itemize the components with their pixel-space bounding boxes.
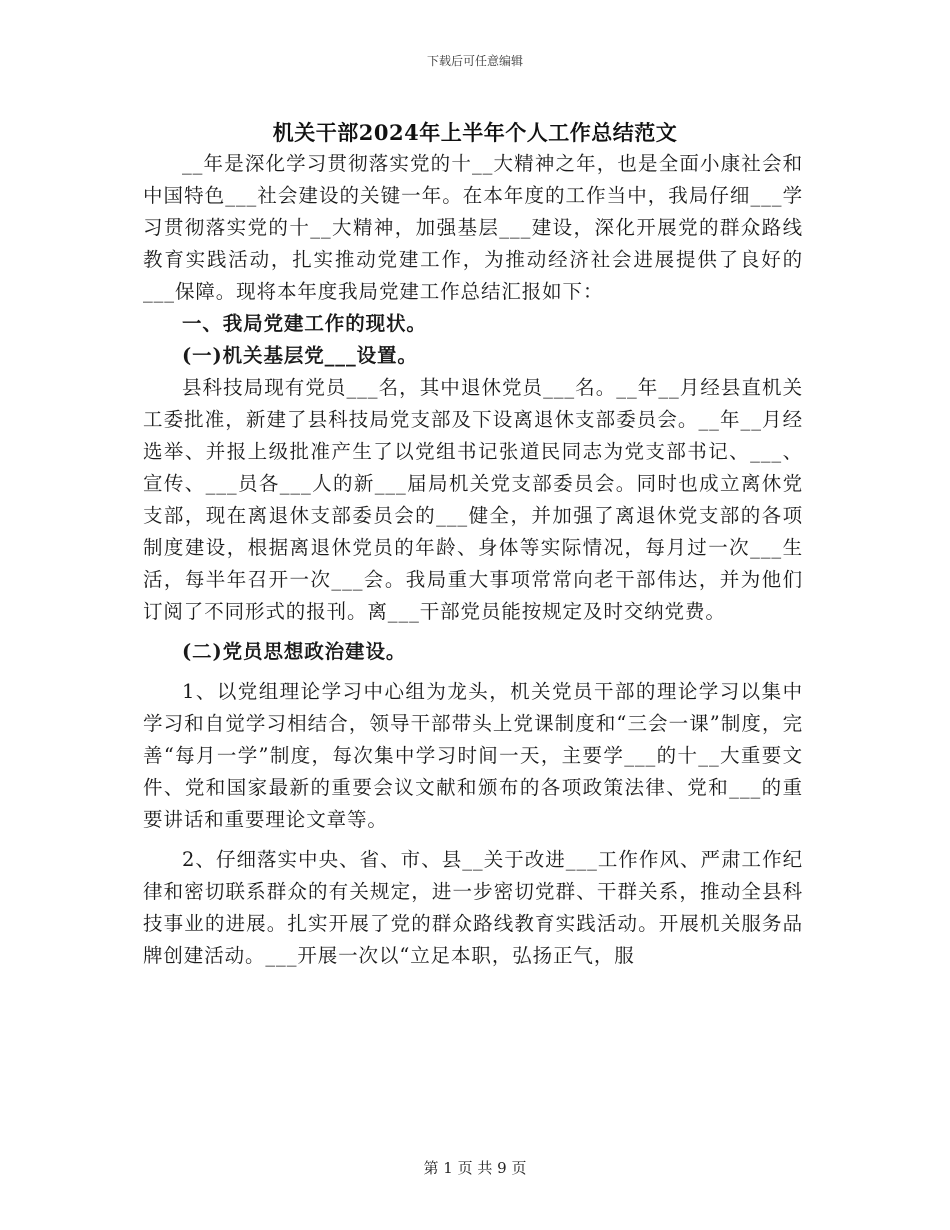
intro-paragraph: __年是深化学习贯彻落实党的十__大精神之年，也是全面小康社会和中国特色___社会建设的关键一年。在本年度的工作当中，我局仔细___学习贯彻落实党的十__大精神，加强基层___建设，深化开展党的群众路线教育实践活动，扎实推动党建工作，为推动经济社会进展提供了良好的___保障。现将本年度我局党建工作总结汇报如下： bbox=[143, 152, 803, 303]
section-heading-1: 一、我局党建工作的现状。 bbox=[182, 312, 427, 335]
subsection-2-paragraph-2: 2、仔细落实中央、省、市、县__关于改进___工作作风、严肃工作纪律和密切联系群众的有关规定，进一步密切党群、干群关系，推动全县科技事业的进展。扎实开展了党的群众路线教育实践活动。开展机关服务品牌创建活动。___开展一次以“立足本职，弘扬正气，服 bbox=[143, 848, 803, 967]
page-number: 第 1 页 共 9 页 bbox=[423, 1159, 527, 1177]
subsection-heading-2: (二)党员思想政治建设。 bbox=[182, 640, 407, 663]
subsection-heading-1: (一)机关基层党___设置。 bbox=[182, 344, 418, 367]
document-body bbox=[143, 148, 803, 972]
header-note: 下载后可任意编辑 bbox=[426, 54, 523, 68]
subsection-1-paragraph: 县科技局现有党员___名，其中退休党员___名。__年__月经县直机关工委批准，新建了县科技局党支部及下设离退休支部委员会。__年__月经选举、并报上级批准产生了以党组书记张道民同志为党支部书记、___、宣传、___员各___人的新___届局机关党支部委员会。同时也成立离休党支部，现在离退休支部委员会的___健全，并加强了离退休党支部的各项制度建设，根据离退休党员的年龄、身体等实际情况，每月过一次___生活，每半年召开一次___会。我局重大事项常常向老干部伟达，并为他们订阅了不同形式的报刊。离___干部党员能按规定及时交纳党费。 bbox=[143, 376, 803, 623]
document-title: 机关干部2024年上半年个人工作总结范文 bbox=[272, 120, 678, 145]
subsection-2-paragraph-1: 1、以党组理论学习中心组为龙头，机关党员干部的理论学习以集中学习和自觉学习相结合，领导干部带头上党课制度和“三会一课”制度，完善“每月一学”制度，每次集中学习时间一天，主要学___的十__大重要文件、党和国家最新的重要会议文献和颁布的各项政策法律、党和___的重要讲话和重要理论文章等。 bbox=[143, 680, 803, 831]
